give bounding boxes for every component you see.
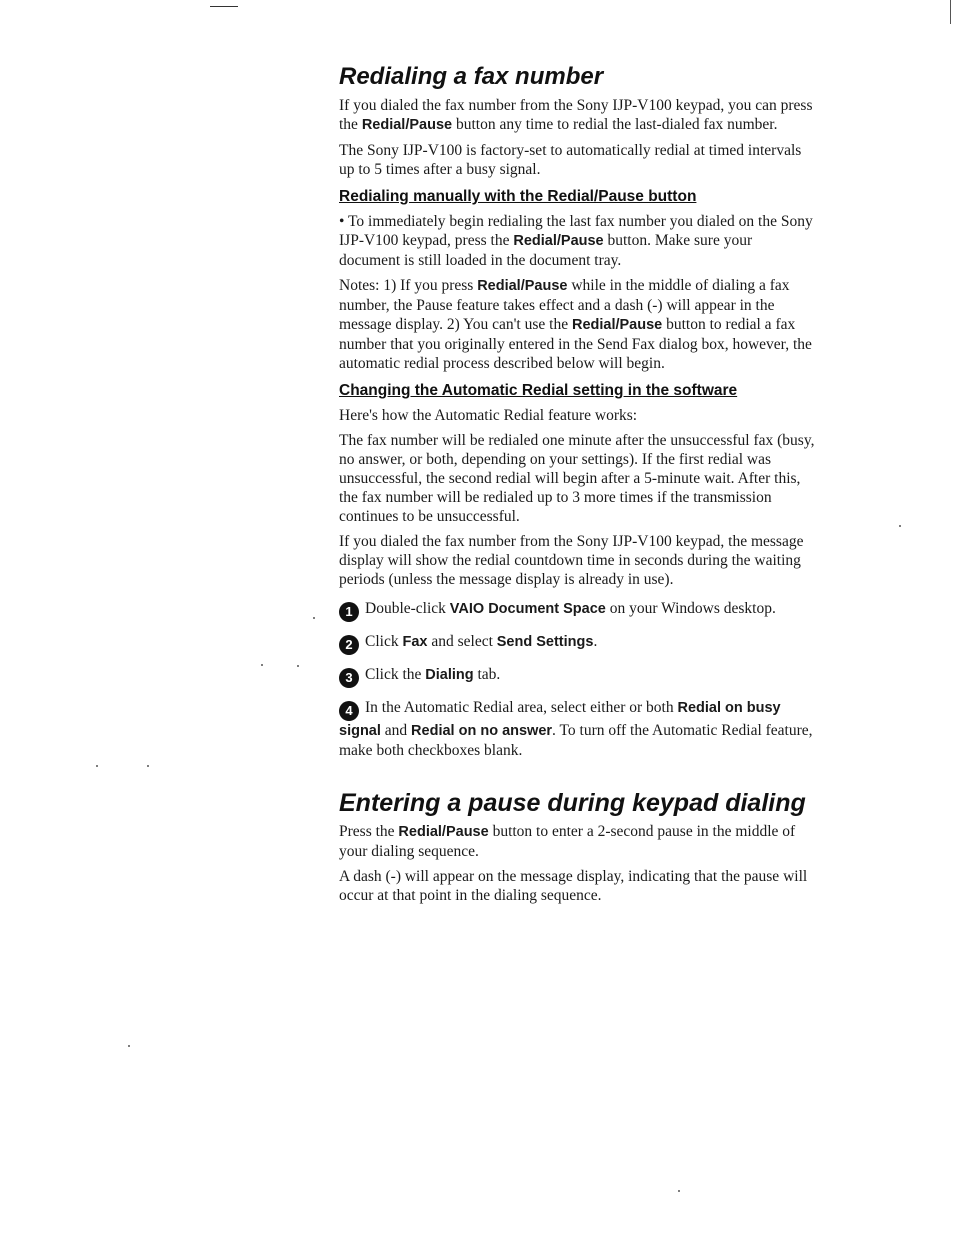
ui-term: Redial/Pause xyxy=(361,117,453,133)
step-number-icon: 4 xyxy=(339,701,359,721)
paragraph: • To immediately begin redialing the last fax number you dialed on the Sony IJP-V100 keypad, press the Redial/Pause button. Make sure your document is still loaded in the document tray. xyxy=(339,213,813,269)
ui-term: Dialing xyxy=(425,667,474,683)
step-number-icon: 2 xyxy=(339,635,359,655)
subsection-title-manual: Redialing manually with the Redial/Pause button xyxy=(339,188,697,205)
paragraph: The Sony IJP-V100 is factory-set to automatically redial at timed intervals up to 5 times after a busy signal. xyxy=(339,142,802,178)
ui-term: Redial/Pause xyxy=(513,233,604,249)
step-4: 4 In the Automatic Redial area, select either or both Redial on busy signal and Redial on no answer. To turn off the Automatic Redial feature, make both checkboxes blank. xyxy=(339,699,813,759)
ui-term: VAIO Document Space xyxy=(449,601,606,617)
section-title-pause: Entering a pause during keypad dialing xyxy=(339,789,806,817)
scan-speck xyxy=(96,765,98,767)
page-edge-mark xyxy=(950,0,951,24)
ui-term: Redial/Pause xyxy=(571,317,663,333)
paragraph: If you dialed the fax number from the Sony IJP-V100 keypad, the message display will show the redial countdown time in seconds during the waiting periods (unless the message display is already in use). xyxy=(339,533,804,588)
step-number-icon: 3 xyxy=(339,668,359,688)
notes-paragraph: Notes: 1) If you press Redial/Pause while in the middle of dialing a fax number, the Pause feature takes effect and a dash (-) will appear in the message display. 2) You can't use the Redial/Pause button to redial a fax number that you originally entered in the Send Fax dialog box, however, the automatic redial process described below will begin. xyxy=(339,277,812,372)
paragraph: Press the Redial/Pause button to enter a 2-second pause in the middle of your dialing sequence. xyxy=(339,823,796,860)
ui-term: Redial/Pause xyxy=(398,824,489,840)
scan-speck xyxy=(899,525,901,527)
ui-term: Redial on busy signal xyxy=(339,700,781,739)
ui-term: Send Settings xyxy=(496,634,594,650)
scan-speck xyxy=(297,665,299,667)
page-content xyxy=(339,62,817,911)
scan-speck xyxy=(678,1190,680,1192)
ui-term: Redial/Pause xyxy=(477,278,568,294)
scan-speck xyxy=(128,1045,130,1047)
step-number-icon: 1 xyxy=(339,602,359,622)
scan-speck xyxy=(261,664,263,666)
paragraph: Here's how the Automatic Redial feature works: xyxy=(339,407,638,424)
paragraph: A dash (-) will appear on the message display, indicating that the pause will occur at that point in the dialing sequence. xyxy=(339,868,808,904)
step-1: 1 Double-click VAIO Document Space on your Windows desktop. xyxy=(339,599,817,622)
step-3: 3 Click the Dialing tab. xyxy=(339,665,817,688)
subsection-title-automatic: Changing the Automatic Redial setting in the software xyxy=(339,382,738,399)
step-2: 2 Click Fax and select Send Settings. xyxy=(339,632,817,655)
top-rule xyxy=(210,6,238,7)
scan-speck xyxy=(147,765,149,767)
scan-speck xyxy=(313,617,315,619)
ui-term: Fax xyxy=(402,634,428,650)
section-title-redialing: Redialing a fax number xyxy=(339,63,604,90)
paragraph: The fax number will be redialed one minute after the unsuccessful fax (busy, no answer, or both, depending on your settings). If the first redial was unsuccessful, the second redial will begin after a 5-minute wait. After this, the fax number will be redialed up to 3 more times if the transmission continues to be unsuccessful. xyxy=(339,432,815,525)
ui-term: Redial on no answer xyxy=(411,723,553,739)
paragraph: If you dialed the fax number from the Sony IJP-V100 keypad, you can press the Redial/Pause button any time to redial the last-dialed fax number. xyxy=(339,97,813,133)
